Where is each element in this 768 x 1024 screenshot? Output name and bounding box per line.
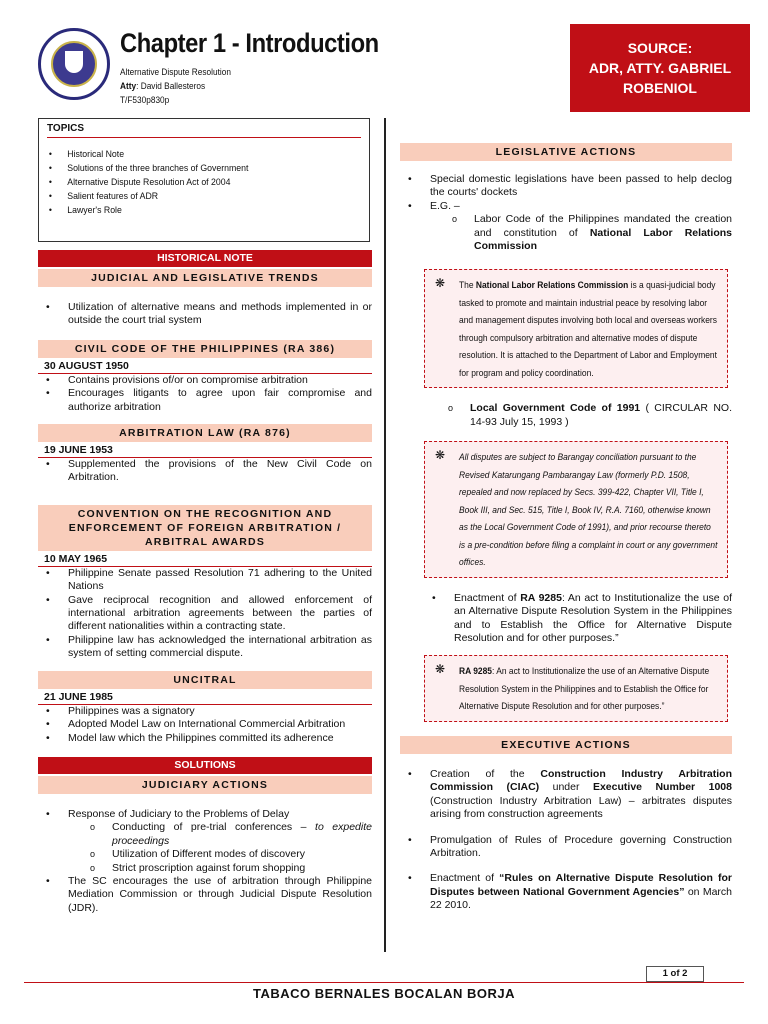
list-item: • Philippine law has acknowledged the international arbitration as system of setting commercial dispute. [38,634,372,661]
page-title: Chapter 1 - Introduction [120,28,379,58]
subsection-judiciary-actions: JUDICIARY ACTIONS [38,776,372,794]
list-item: • Utilization of alternative means and methods implemented in or outside the court trial system [38,301,372,328]
list-item: • Model law which the Philippines committed its adherence [38,732,372,745]
subsection-executive-actions: EXECUTIVE ACTIONS [400,736,732,754]
topic-item: • Alternative Dispute Resolution Act of 2004 [47,176,336,190]
list-item: • Contains provisions of/or on compromise arbitration [38,374,372,387]
sub-list-item: o Conducting of pre-trial conferences – to expedite proceedings [90,821,372,848]
asterisk-flower-icon: ❋ [435,662,446,677]
list-item: • Supplemented the provisions of the New Civil Code on Arbitration. [38,458,372,485]
date-line: 10 MAY 1965 [38,551,372,567]
topic-item: • Salient features of ADR [47,190,336,204]
date-line: 30 AUGUST 1950 [38,358,372,374]
column-divider [384,118,386,952]
list-item: • Creation of the Construction Industry Arbitration Commission (CIAC) under Executive Number 1008 (Construction Industry Arbitration Law) – arbitrates disputes arising from construction agreements [400,768,732,822]
list-item: • Adopted Model Law on International Commercial Arbitration [38,718,372,731]
right-column [400,118,732,913]
subsection-arbitration-law: ARBITRATION LAW (RA 876) [38,424,372,442]
source-box: SOURCE: ADR, ATTY. GABRIEL ROBENIOL [570,24,750,112]
subsection-convention: CONVENTION ON THE RECOGNITION AND ENFORCEMENT OF FOREIGN ARBITRATION / ARBITRAL AWARDS [38,505,372,551]
schedule-line: T/F530p830p [120,95,170,105]
topic-item: • Solutions of the three branches of Government [47,162,336,176]
section-solutions: SOLUTIONS [38,757,372,774]
list-item: • Enactment of RA 9285: An act to Institutionalize the use of an Alternative Dispute Resolution System in the Philippines and to Establish the Office for Alternative Dispute Resolution and for other purposes.” [424,592,732,646]
course-meta [120,65,231,107]
barangay-callout: ❋ All disputes are subject to Barangay conciliation pursuant to the Revised Katarungang Pambarangay Law (formerly P.D. 1508, repealed and now replaced by Secs. 399-422, Chapter VII, Title I, Book III, and Sec. 515, Title I, Book IV, R.A. 7160, otherwise known as the Local Government Code of 1991), and prior recourse thereto is a pre-condition before filing a complaint in court or any government offices. [424,441,728,578]
nlrc-callout: ❋ The National Labor Relations Commission is a quasi-judicial body tasked to promote and maintain industrial peace by resolving labor and management disputes involving both local and overseas workers through compulsory arbitration and alternative modes of dispute resolution. It is attached to the Department of Labor and Employment for program and policy coordination. [424,269,728,388]
ra9285-callout: ❋ RA 9285: An act to Institutionalize the use of an Alternative Dispute Resolution System in the Philippines and to Establish the Office for Alternative Dispute Resolution and for other purposes.” [424,655,728,722]
topics-list [47,148,361,218]
sub-list-item: o Utilization of Different modes of discovery [90,848,372,861]
sub-list-item: o Local Government Code of 1991 ( CIRCULAR NO. 14-93 July 15, 1993 ) [448,402,732,429]
list-item: • Encourages litigants to agree upon fair compromise and authorize arbitration [38,387,372,414]
sub-list-item: o Labor Code of the Philippines mandated the creation and constitution of National Labor Relations Commission [452,213,732,253]
asterisk-flower-icon: ❋ [435,448,446,463]
list-item: • Special domestic legislations have been passed to help declog the courts' dockets [400,173,732,200]
list-item: • Gave reciprocal recognition and allowed enforcement of international arbitration agreements between the parties of different nationalities within a contracting state. [38,594,372,634]
subsection-civil-code: CIVIL CODE OF THE PHILIPPINES (RA 386) [38,340,372,358]
list-item: • Enactment of “Rules on Alternative Dispute Resolution for Disputes between National Government Agencies” on March 22 2010. [400,872,732,912]
topics-box [38,118,370,242]
topics-title: TOPICS [47,123,361,138]
date-line: 19 JUNE 1953 [38,442,372,458]
list-item: • Promulgation of Rules of Procedure governing Construction Arbitration. [400,834,732,861]
instructor-line: Atty: David Ballesteros [120,81,206,91]
list-item: • Philippines was a signatory [38,705,372,718]
list-item: • Response of Judiciary to the Problems of Delay o Conducting of pre-trial conferences – to expedite proceedings o Utilization of Different modes of discovery o Strict proscription against forum shopping [38,808,372,875]
page-number: 1 of 2 [646,966,704,982]
list-item: • Philippine Senate passed Resolution 71 adhering to the United Nations [38,567,372,594]
topic-item: • Lawyer's Role [47,204,336,218]
list-item: • E.G. – o Labor Code of the Philippines mandated the creation and constitution of National Labor Relations Commission [400,200,732,254]
subsection-legislative-actions: LEGISLATIVE ACTIONS [400,143,732,161]
sub-list-item: o Strict proscription against forum shopping [90,862,372,875]
date-line: 21 JUNE 1985 [38,689,372,705]
university-seal-logo [38,28,110,100]
asterisk-flower-icon: ❋ [435,276,446,291]
section-historical-note: HISTORICAL NOTE [38,250,372,267]
list-item: • The SC encourages the use of arbitration through Philippine Mediation Commission or through Judicial Dispute Resolution (JDR). [38,875,372,915]
footer-divider [24,982,744,983]
topic-item: • Historical Note [47,148,336,162]
document-header [38,24,750,112]
subsection-judicial-trends: JUDICIAL AND LEGISLATIVE TRENDS [38,269,372,287]
subsection-uncitral: UNCITRAL [38,671,372,689]
subject-line: Alternative Dispute Resolution [120,67,231,77]
left-column [38,118,372,915]
footer-authors: TABACO BERNALES BOCALAN BORJA [253,986,515,1001]
